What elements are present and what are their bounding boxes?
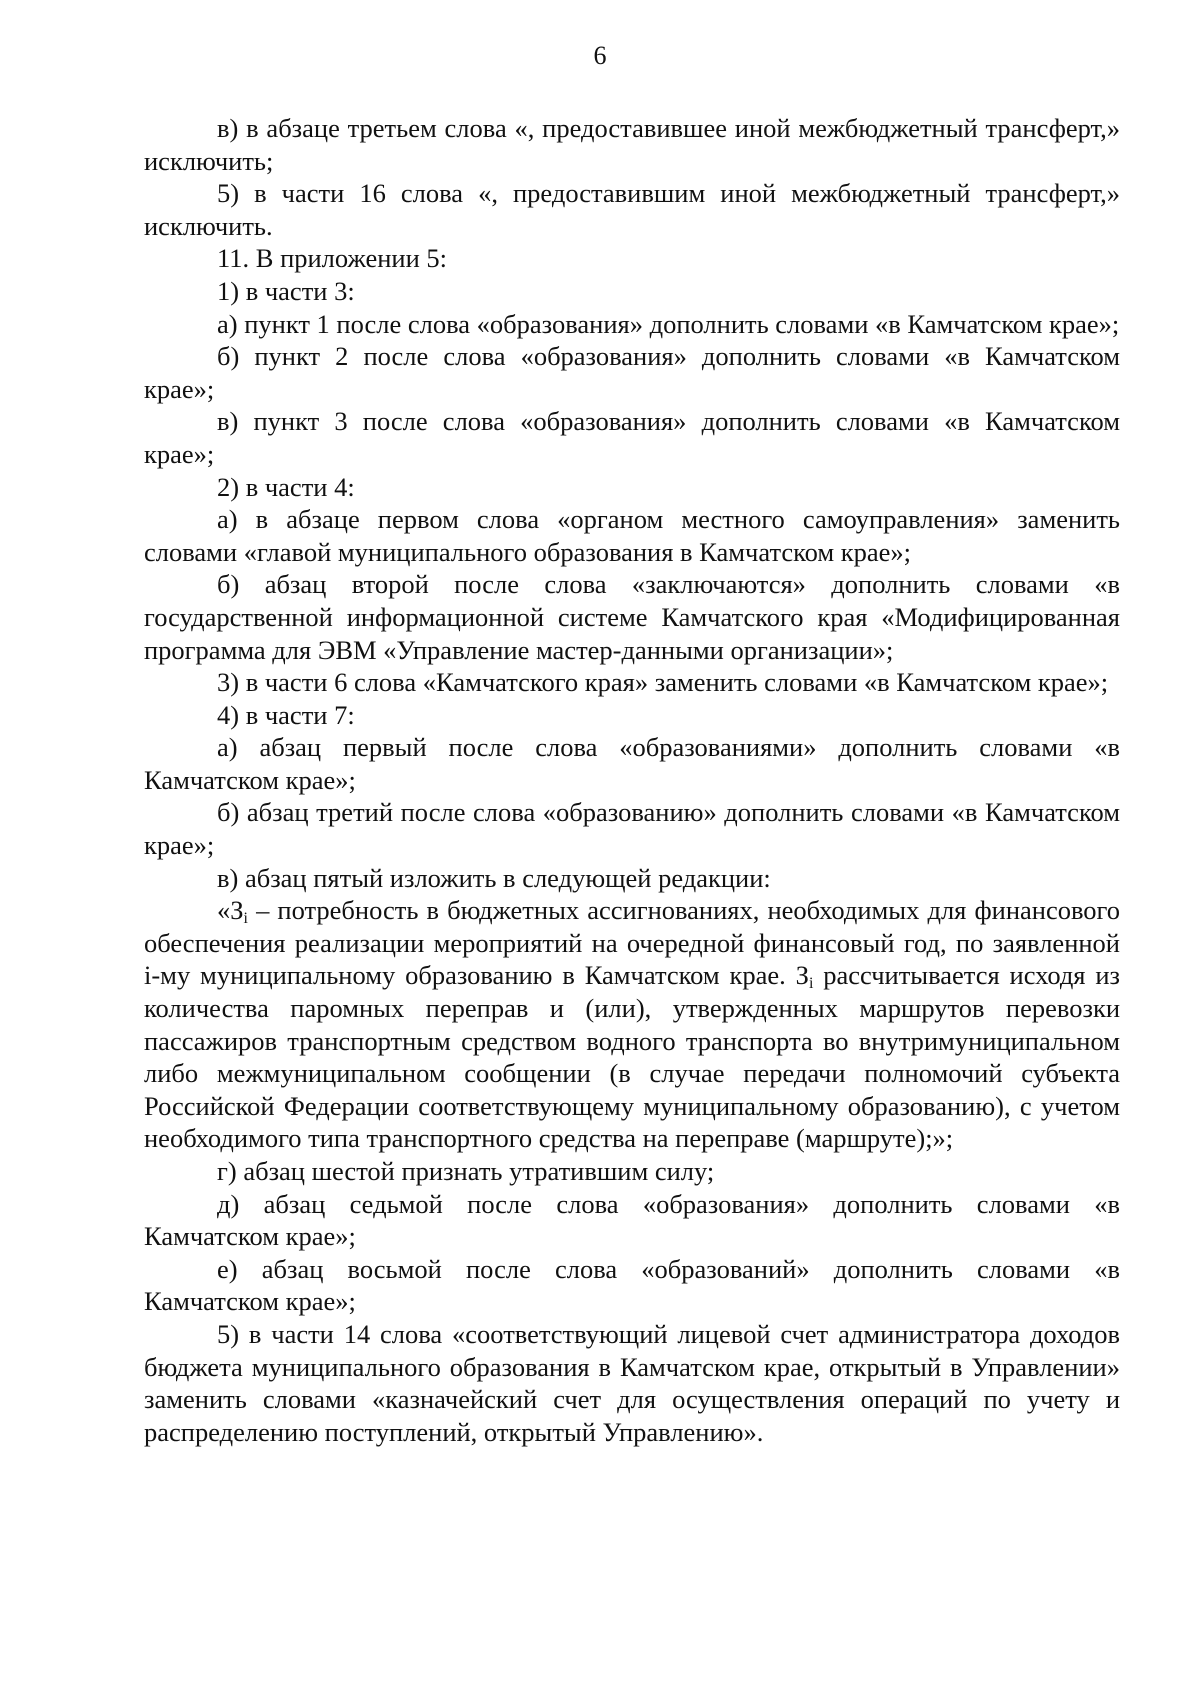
paragraph: а) в абзаце первом слова «органом местного самоуправления» заменить словами «главой муниципального образования в Камчатском крае»; bbox=[144, 504, 1120, 567]
subscript-i: i bbox=[808, 975, 814, 993]
paragraph: в) пункт 3 после слова «образования» дополнить словами «в Камчатском крае»; bbox=[144, 406, 1120, 469]
paragraph: б) пункт 2 после слова «образования» дополнить словами «в Камчатском крае»; bbox=[144, 341, 1120, 404]
paragraph: 4) в части 7: bbox=[217, 699, 355, 730]
page-number: 6 bbox=[593, 41, 607, 70]
subscript-i: i bbox=[243, 910, 248, 928]
paragraph: б) абзац второй после слова «заключаются» дополнить словами «в государственной информационной системе Камчатского края «Модифицированная программа для ЭВМ «Управление мастер-данными организации»; bbox=[144, 569, 1120, 665]
paragraph: д) абзац седьмой после слова «образования» дополнить словами «в Камчатском крае»; bbox=[144, 1188, 1120, 1252]
paragraph: 5) в части 14 слова «соответствующий лицевой счет администратора доходов бюджета муниципального образования в Камчатском крае, открытый в Управлении» заменить словами «казначейский счет для осуществления операций по учету и распределению поступлений, открытый Управлению». bbox=[144, 1318, 1120, 1447]
paragraph: 1) в части 3: bbox=[217, 275, 355, 306]
paragraph: е) абзац восьмой после слова «образований» дополнить словами «в Камчатском крае»; bbox=[144, 1253, 1120, 1317]
paragraph: б) абзац третий после слова «образованию» дополнить словами «в Камчатском крае»; bbox=[144, 797, 1120, 861]
paragraph: в) абзац пятый изложить в следующей редакции: bbox=[217, 862, 771, 893]
formula-text-2: рассчитывается исходя из количества паромных переправ и (или), утвержденных маршрутов перевозки пассажиров транспортным средством водного транспорта во внутримуниципальном либо межмуниципальном сообщении (в случае передачи полномочий субъекта Российской Федерации соответствующему муниципальному образованию), с учетом необходимого типа транспортного средства на переправе (маршруте);»; bbox=[144, 960, 1121, 1154]
paragraph: 2) в части 4: bbox=[217, 471, 355, 502]
paragraph: 11. В приложении 5: bbox=[217, 243, 447, 274]
paragraph: 5) в части 16 слова «, предоставившим иной межбюджетный трансферт,» исключить. bbox=[144, 178, 1120, 241]
paragraph: 3) в части 6 слова «Камчатского края» заменить словами «в Камчатском крае»; bbox=[217, 667, 1109, 698]
document-body bbox=[144, 112, 1120, 1448]
formula-paragraph bbox=[144, 894, 1120, 1155]
paragraph: г) абзац шестой признать утратившим силу; bbox=[217, 1156, 715, 1186]
paragraph: а) абзац первый после слова «образованиями» дополнить словами «в Камчатском крае»; bbox=[144, 732, 1120, 795]
formula-open: «З bbox=[217, 895, 244, 926]
paragraph: в) в абзаце третьем слова «, предоставившее иной межбюджетный трансферт,» исключить; bbox=[144, 113, 1120, 176]
paragraph: а) пункт 1 после слова «образования» дополнить словами «в Камчатском крае»; bbox=[217, 308, 1120, 339]
formula-text-1: – потребность в бюджетных ассигнованиях, необходимых для финансового обеспечения реализации мероприятий на очередной финансовый год, по заявленной i-му муниципальному образованию в Камчатском крае. З bbox=[144, 895, 1120, 991]
